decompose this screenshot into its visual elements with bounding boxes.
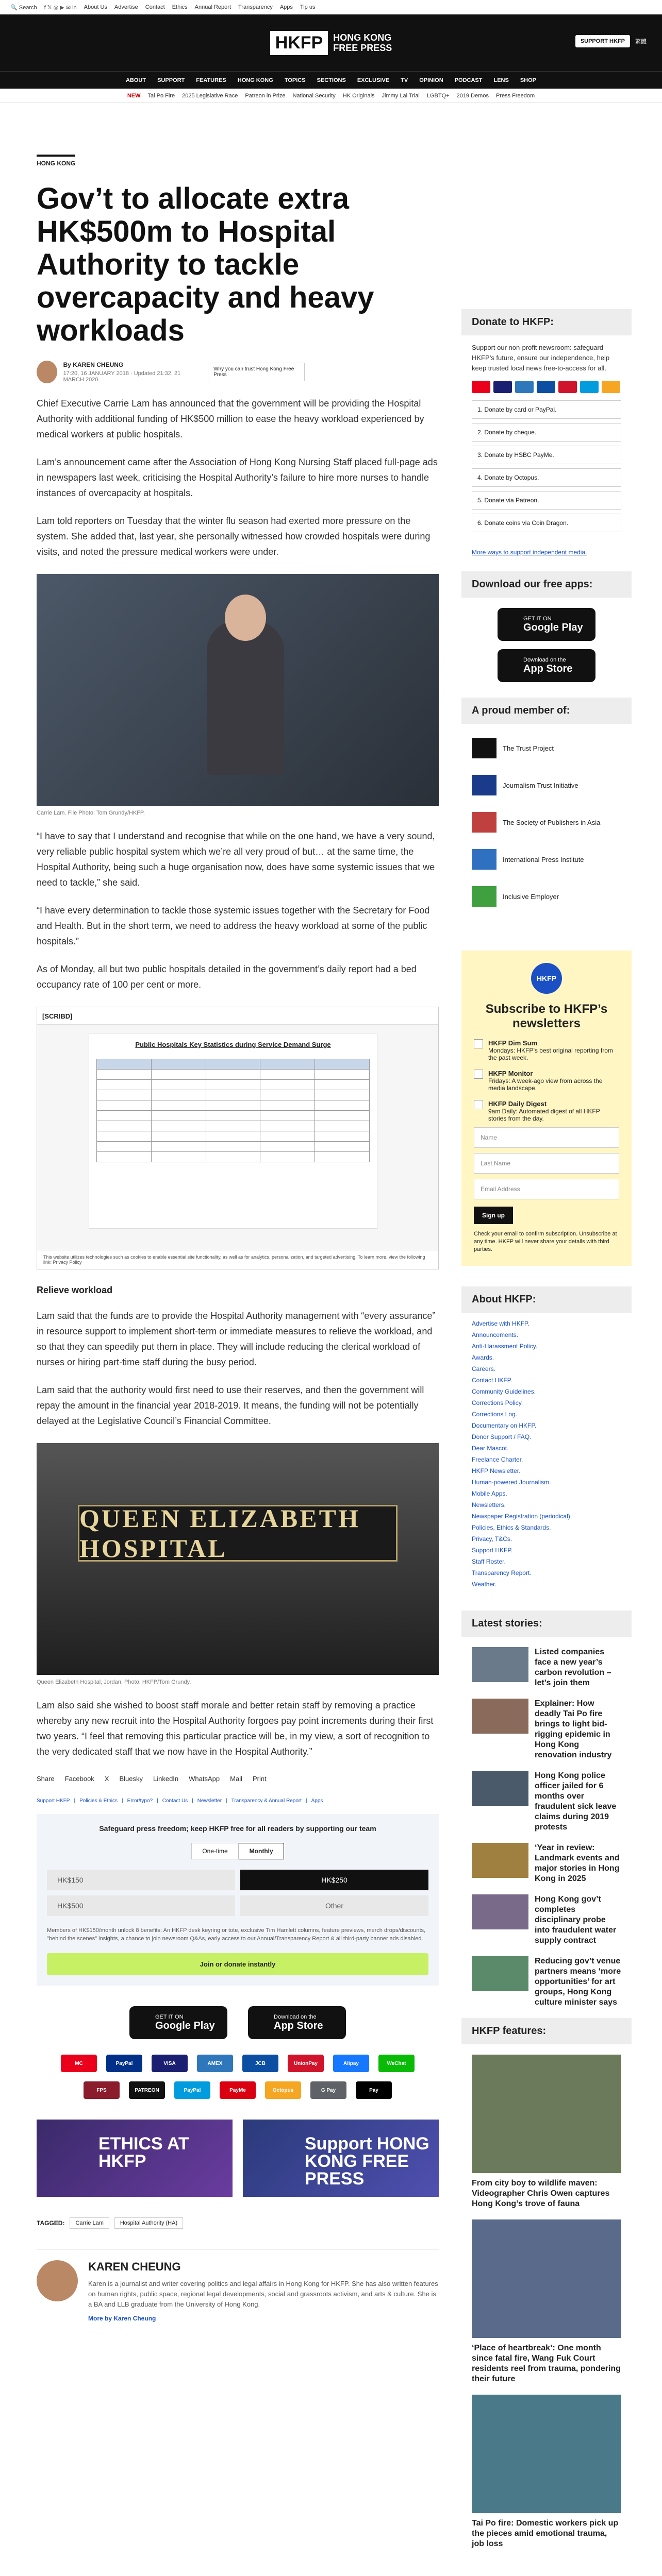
toggle-one-time[interactable]: One-time bbox=[191, 1843, 238, 1859]
story-item[interactable] bbox=[472, 1699, 621, 1760]
alipay-icon: Alipay bbox=[333, 2055, 369, 2072]
octopus-icon: Octopus bbox=[265, 2081, 301, 2099]
section-heading: Relieve workload bbox=[37, 1285, 113, 1295]
newsletter-checkbox[interactable] bbox=[474, 1039, 483, 1048]
story-thumbnail[interactable] bbox=[472, 1843, 528, 1878]
newsletter-checkbox[interactable] bbox=[474, 1070, 483, 1079]
widget-heading: Donate to HKFP: bbox=[461, 309, 632, 335]
jti-logo bbox=[472, 775, 496, 795]
author-box-name[interactable]: KAREN CHEUNG bbox=[88, 2260, 181, 2273]
trending-2[interactable]: Patreon in Prize bbox=[245, 92, 286, 99]
link-apps[interactable]: Apps bbox=[311, 1798, 323, 1804]
top-link-3[interactable]: Ethics bbox=[172, 4, 188, 10]
link-newsletter[interactable]: Newsletter bbox=[197, 1798, 222, 1804]
widget-heading: Latest stories: bbox=[461, 1611, 632, 1637]
more-ways-link[interactable]: More ways to support independent media. bbox=[472, 549, 587, 556]
trending-0[interactable]: Tai Po Fire bbox=[147, 92, 175, 99]
article-dates: 17:20, 16 JANUARY 2018 · Updated 21:32, 21 MARCH 2020 bbox=[63, 370, 181, 383]
nav-about[interactable]: ABOUT bbox=[125, 77, 146, 83]
about-link[interactable]: Advertise with HKFP. bbox=[472, 1320, 529, 1327]
author-name[interactable]: KAREN CHEUNG bbox=[73, 361, 124, 368]
top-link-7[interactable]: Tip us bbox=[300, 4, 316, 10]
document-title: Public Hospitals Key Statistics during Service Demand Surge bbox=[135, 1041, 331, 1048]
donation-title: Safeguard press freedom; keep HKFP free for all readers by supporting our team bbox=[99, 1824, 376, 1833]
widget-heading: HKFP features: bbox=[461, 2018, 632, 2044]
newsletter-option[interactable]: HKFP Monitor Fridays: A week-ago view from across the media landscape. bbox=[474, 1070, 619, 1092]
card-icon bbox=[558, 381, 577, 393]
paragraph: Chief Executive Carrie Lam has announced that the government will be providing the Hospital Authority with additional funding of HK$500 million to ease the heavy workload experienced by medical workers at public hospitals. bbox=[37, 398, 424, 439]
story-thumbnail[interactable] bbox=[472, 1894, 528, 1929]
newsletter-note: Check your email to confirm subscription. Unsubscribe at any time. HKFP will never share your details with third parties. bbox=[474, 1231, 617, 1252]
about-link[interactable]: Privacy, T&Cs. bbox=[472, 1535, 512, 1543]
sopa-logo bbox=[472, 812, 496, 833]
about-list bbox=[461, 1313, 632, 1595]
share-label: Share bbox=[37, 1775, 55, 1783]
about-link[interactable]: Mobile Apps. bbox=[472, 1490, 507, 1497]
patreon-icon: PATREON bbox=[129, 2081, 165, 2099]
apple-pay-icon: Pay bbox=[356, 2081, 392, 2099]
paragraph: Lam said that the authority would first need to use their reserves, and then the government will repay the amount in the financial year 2018-2019. It means, the funding will not be potentially delayed at the Legislative Council’s Financial Committee. bbox=[37, 1385, 424, 1426]
latest-list bbox=[461, 1647, 632, 2008]
about-link[interactable]: Documentary on HKFP. bbox=[472, 1422, 537, 1429]
trending-3[interactable]: National Security bbox=[292, 92, 336, 99]
sidebar bbox=[461, 134, 632, 2560]
unionpay-icon: UnionPay bbox=[288, 2055, 324, 2072]
about-link[interactable]: Contact HKFP. bbox=[472, 1377, 512, 1384]
promo-banners bbox=[37, 2120, 439, 2197]
footer-links: Support HKFP | Policies & Ethics | Error/typo? | Contact Us | Newsletter | Transparency & Annual Report | Apps bbox=[37, 1798, 323, 1804]
hkfp-badge: HKFP bbox=[531, 963, 562, 994]
share-print[interactable]: Print bbox=[252, 1775, 267, 1783]
share-bar bbox=[37, 1775, 439, 1783]
paragraph: “I have to say that I understand and recognise that while on the one hand, we have a very sound, very reliable public hospital system which we’re all very proud of but… at the same time, the Hospital Authority, being such a huge organisation now, does have some systemic issues that we need to tackle,” she said. bbox=[37, 831, 435, 888]
story-title[interactable]: Listed companies face a new year’s carbon revolution – let’s join them bbox=[535, 1648, 611, 1687]
newsletter-title: Subscribe to HKFP’s newsletters bbox=[485, 1002, 608, 1030]
donate-text[interactable]: Support our non-profit newsroom: safeguard HKFP’s future, ensure our independence, help keep trusted local news free-to-access for all. bbox=[472, 344, 610, 372]
story-thumbnail[interactable] bbox=[472, 1699, 528, 1734]
search-link[interactable]: 🔍 Search bbox=[10, 4, 37, 11]
about-link[interactable]: Staff Roster. bbox=[472, 1558, 506, 1565]
ad-spacer bbox=[0, 103, 662, 134]
email-field[interactable]: Email Address bbox=[474, 1179, 619, 1199]
author-bio: Karen is a journalist and writer covering politics and legal affairs in Hong Kong for HKFP. She has also written features on human rights, public space, regional legal developments, social and grassroots activism, and arts & culture. She is a BA and LLB graduate from the University of Hong Kong. bbox=[88, 2280, 438, 2308]
nav-opinion[interactable]: OPINION bbox=[419, 77, 443, 83]
paragraph: Lam said that the funds are to provide the Hospital Authority management with “every assurance” in resource support to implement short-term or immediate measures to relieve the workload, and so that they can speedily put them in place. They will include reducing the clerical workload of nurses or hiring part-time staff during the busy period. bbox=[37, 1311, 436, 1367]
hospital-photo bbox=[37, 1443, 439, 1675]
amount-500[interactable]: HK$500 bbox=[47, 1895, 235, 1916]
about-link[interactable]: Donor Support / FAQ. bbox=[472, 1433, 532, 1440]
nav-podcast[interactable]: PODCAST bbox=[454, 77, 483, 83]
about-widget bbox=[461, 1286, 632, 1595]
feature-item[interactable] bbox=[472, 2055, 621, 2209]
member-trust-project[interactable]: The Trust Project bbox=[472, 734, 621, 762]
amount-other[interactable]: Other bbox=[240, 1895, 428, 1916]
author-avatar[interactable] bbox=[37, 361, 57, 383]
donate-option-patreon[interactable]: 5. Donate via Patreon. bbox=[472, 491, 621, 510]
paragraph: Lam told reporters on Tuesday that the winter flu season had exerted more pressure on the system. She added that, last year, she personally witnessed how crowded hospitals were during visits, and noted the pressure medical workers were under. bbox=[37, 516, 431, 557]
nav-tv[interactable]: TV bbox=[401, 77, 408, 83]
social-icons[interactable]: f 𝕏 ◎ ▶ ✉ in bbox=[44, 4, 77, 11]
nav-hong-kong[interactable]: HONG KONG bbox=[237, 77, 273, 83]
card-icon bbox=[472, 381, 490, 393]
new-label: NEW bbox=[127, 92, 141, 99]
feature-image[interactable] bbox=[472, 2395, 621, 2513]
donate-option-cheque[interactable]: 2. Donate by cheque. bbox=[472, 423, 621, 442]
visa-icon: VISA bbox=[152, 2055, 188, 2072]
statistics-table bbox=[96, 1059, 370, 1162]
story-item[interactable] bbox=[472, 1894, 621, 1946]
nav-features[interactable]: FEATURES bbox=[196, 77, 226, 83]
features-list bbox=[461, 2055, 632, 2549]
card-icon bbox=[493, 381, 512, 393]
story-title[interactable]: Explainer: How deadly Tai Po fire brings to light bid-rigging epidemic in Hong Kong renovation industry bbox=[535, 1699, 612, 1759]
language-switch[interactable]: 繁體 bbox=[635, 39, 647, 45]
scribd-embed[interactable] bbox=[37, 1007, 439, 1269]
nav-shop[interactable]: SHOP bbox=[520, 77, 536, 83]
article-body bbox=[37, 396, 439, 1759]
tags bbox=[37, 2217, 439, 2229]
payme-icon: PayMe bbox=[220, 2081, 256, 2099]
story-thumbnail[interactable] bbox=[472, 1771, 528, 1806]
link-support[interactable]: Support HKFP bbox=[37, 1798, 70, 1804]
masthead bbox=[0, 14, 662, 71]
support-promo[interactable]: Support HONG KONG FREE PRESS bbox=[243, 2120, 439, 2197]
byline: By KAREN CHEUNG 17:20, 16 JANUARY 2018 · Updated 21:32, 21 MARCH 2020 Why you can trust Hong Kong Free Press bbox=[37, 361, 439, 383]
membership-note: Members of HK$150/month unlock 8 benefits: An HKFP desk keyring or tote, exclusive Tim Hamlett columns, feature previews, merch drops/discounts, "behind the scenes" insights, a chance to join newsroom Q&As, early access to our Annual/Transparency Report & all third-party banner ads disabled. bbox=[47, 1927, 426, 1942]
top-link-2[interactable]: Contact bbox=[145, 4, 165, 10]
wechat-pay-icon: WeChat bbox=[378, 2055, 415, 2072]
widget-heading: Download our free apps: bbox=[461, 571, 632, 598]
last-name-field[interactable]: Last Name bbox=[474, 1153, 619, 1174]
donate-option-card[interactable]: 1. Donate by card or PayPal. bbox=[472, 400, 621, 419]
about-link[interactable]: Human-powered Journalism. bbox=[472, 1479, 551, 1486]
share-mail[interactable]: Mail bbox=[230, 1775, 242, 1783]
nav-exclusive[interactable]: EXCLUSIVE bbox=[357, 77, 390, 83]
about-link[interactable]: Anti-Harassment Policy. bbox=[472, 1343, 538, 1350]
frequency-toggle bbox=[47, 1843, 428, 1859]
app-store-button[interactable]: Download on the App Store bbox=[498, 649, 595, 682]
about-link[interactable]: Awards. bbox=[472, 1354, 494, 1361]
top-link-4[interactable]: Annual Report bbox=[194, 4, 231, 10]
paragraph: “I have every determination to tackle those systemic issues together with the Secretary for Food and Health. But in the short term, we need to address the heavy workload at some of the public hospitals.” bbox=[37, 905, 430, 946]
support-hkfp-button[interactable]: SUPPORT HKFP bbox=[575, 35, 630, 47]
share-bluesky[interactable]: Bluesky bbox=[119, 1775, 143, 1783]
member-jti[interactable]: Journalism Trust Initiative bbox=[472, 771, 621, 799]
tag-hospital-authority[interactable]: Hospital Authority (HA) bbox=[114, 2217, 183, 2229]
ethics-promo[interactable]: ETHICS AT HKFP bbox=[37, 2120, 233, 2197]
about-link[interactable]: Policies, Ethics & Standards. bbox=[472, 1524, 551, 1531]
card-icon bbox=[515, 381, 534, 393]
tag-carrie-lam[interactable]: Carrie Lam bbox=[70, 2217, 109, 2229]
latest-widget bbox=[461, 1611, 632, 2008]
paragraph: As of Monday, all but two public hospitals detailed in the government’s daily report had a bed occupancy rate of 100 per cent or more. bbox=[37, 964, 417, 990]
toggle-monthly[interactable]: Monthly bbox=[239, 1843, 284, 1859]
widget-heading: A proud member of: bbox=[461, 698, 632, 724]
article-title: Gov’t to allocate extra HK$500m to Hospital Authority to tackle overcapacity and heavy workloads bbox=[37, 182, 374, 347]
share-whatsapp[interactable]: WhatsApp bbox=[189, 1775, 220, 1783]
story-thumbnail[interactable] bbox=[472, 1956, 528, 1991]
member-inclusive[interactable]: Inclusive Employer bbox=[472, 883, 621, 910]
member-ipi[interactable]: International Press Institute bbox=[472, 845, 621, 873]
story-title[interactable]: Hong Kong gov’t completes disciplinary probe into fraudulent water supply contract bbox=[535, 1895, 617, 1945]
photo-caption: Carrie Lam. File Photo: Tom Grundy/HKFP. bbox=[37, 810, 145, 816]
top-link-5[interactable]: Transparency bbox=[238, 4, 273, 10]
amex-icon: AMEX bbox=[197, 2055, 233, 2072]
about-link[interactable]: Dear Mascot. bbox=[472, 1445, 509, 1452]
story-item[interactable] bbox=[472, 1956, 621, 2008]
card-icon bbox=[537, 381, 555, 393]
nav-sections[interactable]: SECTIONS bbox=[317, 77, 346, 83]
trending-1[interactable]: 2025 Legislative Race bbox=[182, 92, 238, 99]
newsletter-option[interactable]: HKFP Daily Digest 9am Daily: Automated digest of all HKFP stories from the day. bbox=[474, 1100, 619, 1122]
about-link[interactable]: Careers. bbox=[472, 1365, 496, 1372]
feature-item[interactable] bbox=[472, 2395, 621, 2549]
newsletter-widget bbox=[461, 951, 632, 1266]
about-link[interactable]: Newspaper Registration (periodical). bbox=[472, 1513, 572, 1520]
main-nav bbox=[0, 71, 662, 89]
about-link[interactable]: Weather. bbox=[472, 1581, 496, 1588]
trust-project-logo bbox=[472, 738, 496, 758]
donation-box bbox=[37, 1814, 439, 1986]
app-buttons bbox=[37, 2006, 439, 2039]
story-item[interactable] bbox=[472, 1647, 621, 1688]
site-logo[interactable] bbox=[270, 31, 392, 55]
share-facebook[interactable]: Facebook bbox=[64, 1775, 94, 1783]
donate-option-octopus[interactable]: 4. Donate by Octopus. bbox=[472, 468, 621, 487]
nav-topics[interactable]: TOPICS bbox=[284, 77, 306, 83]
newsletter-checkbox[interactable] bbox=[474, 1100, 483, 1109]
join-donate-button[interactable]: Join or donate instantly bbox=[47, 1953, 428, 1975]
link-contact[interactable]: Contact Us bbox=[162, 1798, 188, 1804]
feature-image[interactable] bbox=[472, 2055, 621, 2173]
google-play-button[interactable]: GET IT ON Google Play bbox=[498, 608, 595, 641]
tags-label: TAGGED: bbox=[37, 2219, 65, 2227]
newsletter-option[interactable]: HKFP Dim Sum Mondays: HKFP’s best original reporting from the past week. bbox=[474, 1039, 619, 1061]
ipi-logo bbox=[472, 849, 496, 870]
payment-logos bbox=[57, 2055, 418, 2099]
top-link-0[interactable]: About Us bbox=[84, 4, 107, 10]
apps-widget bbox=[461, 571, 632, 682]
card-logos bbox=[461, 381, 632, 393]
author-box bbox=[37, 2249, 439, 2322]
gpay-icon: G Pay bbox=[310, 2081, 346, 2099]
feature-title[interactable]: From city boy to wildlife maven: Videographer Chris Owen captures Hong Kong’s trove of fauna bbox=[472, 2179, 610, 2208]
feature-image[interactable] bbox=[472, 2219, 621, 2338]
about-link[interactable]: Transparency Report. bbox=[472, 1569, 532, 1577]
trending-7[interactable]: 2019 Demos bbox=[456, 92, 489, 99]
link-transparency[interactable]: Transparency & Annual Report bbox=[231, 1798, 302, 1804]
story-thumbnail[interactable] bbox=[472, 1647, 528, 1682]
about-link[interactable]: Support HKFP. bbox=[472, 1547, 513, 1554]
author-avatar[interactable] bbox=[37, 2260, 78, 2301]
link-policies[interactable]: Policies & Ethics bbox=[79, 1798, 118, 1804]
donate-widget bbox=[461, 309, 632, 561]
link-error[interactable]: Error/typo? bbox=[127, 1798, 153, 1804]
feature-title[interactable]: ‘Place of heartbreak’: One month since fatal fire, Wang Fuk Court residents reel from trauma, pondering their future bbox=[472, 2344, 621, 2383]
app-store-button[interactable]: Download on the App Store bbox=[248, 2006, 346, 2039]
widget-heading: About HKFP: bbox=[461, 1286, 632, 1313]
feature-title[interactable]: Tai Po fire: Domestic workers pick up the pieces amid emotional trauma, job loss bbox=[472, 2519, 619, 2548]
carrie-lam-photo bbox=[37, 574, 439, 806]
about-link[interactable]: Corrections Policy. bbox=[472, 1399, 523, 1406]
story-item[interactable] bbox=[472, 1843, 621, 1884]
amount-250[interactable]: HK$250 bbox=[240, 1870, 428, 1890]
story-title[interactable]: ‘Year in review: Landmark events and major stories in Hong Kong in 2025 bbox=[535, 1843, 620, 1883]
trending-6[interactable]: LGBTQ+ bbox=[426, 92, 450, 99]
trending-bar bbox=[0, 89, 662, 103]
trending-8[interactable]: Press Freedom bbox=[495, 92, 535, 99]
share-linkedin[interactable]: LinkedIn bbox=[153, 1775, 179, 1783]
nav-lens[interactable]: LENS bbox=[493, 77, 509, 83]
trending-4[interactable]: HK Originals bbox=[342, 92, 375, 99]
about-link[interactable]: Announcements. bbox=[472, 1331, 519, 1338]
trust-link[interactable]: Why you can trust Hong Kong Free Press bbox=[208, 363, 305, 381]
article-category[interactable]: HONG KONG bbox=[37, 155, 75, 167]
nav-support[interactable]: SUPPORT bbox=[157, 77, 185, 83]
google-play-button[interactable]: GET IT ON Google Play bbox=[129, 2006, 227, 2039]
hospital-sign: QUEEN ELIZABETH HOSPITAL bbox=[78, 1505, 398, 1562]
inclusive-logo bbox=[472, 886, 496, 907]
about-link[interactable]: Community Guidelines. bbox=[472, 1388, 536, 1395]
feature-item[interactable] bbox=[472, 2219, 621, 2384]
donate-option-coins[interactable]: 6. Donate coins via Coin Dragon. bbox=[472, 514, 621, 532]
card-icon bbox=[602, 381, 620, 393]
donate-options bbox=[461, 393, 632, 544]
member-sopa[interactable]: The Society of Publishers in Asia bbox=[472, 808, 621, 836]
story-item[interactable] bbox=[472, 1771, 621, 1833]
member-widget bbox=[461, 698, 632, 930]
paypal-icon: PayPal bbox=[174, 2081, 210, 2099]
features-widget bbox=[461, 2018, 632, 2549]
top-link-1[interactable]: Advertise bbox=[114, 4, 138, 10]
name-field[interactable]: Name bbox=[474, 1127, 619, 1148]
amount-options bbox=[47, 1870, 428, 1916]
more-by-author-link[interactable]: More by Karen Cheung bbox=[88, 2315, 156, 2322]
top-utility-bar bbox=[0, 0, 662, 14]
logo-line-1: HONG KONG bbox=[333, 32, 392, 43]
jcb-icon: JCB bbox=[242, 2055, 278, 2072]
about-link[interactable]: HKFP Newsletter. bbox=[472, 1467, 521, 1475]
article-main bbox=[37, 134, 439, 2322]
embedded-document bbox=[89, 1033, 377, 1229]
cookie-notice: This website utilizes technologies such as cookies to enable essential site functionality, as well as for analytics, personalization, and targeted advertising. To learn more, view the following link: Privacy Policy bbox=[37, 1250, 438, 1269]
about-link[interactable]: Freelance Charter. bbox=[472, 1456, 523, 1463]
paragraph: Lam’s announcement came after the Association of Hong Kong Nursing Staff placed full-page ads in newspapers last week, criticising the Hospital Authority’s failure to hire more nurses to handle instances of overcapacity at hospitals. bbox=[37, 457, 438, 498]
paragraph: Lam also said she wished to boost staff morale and better retain staff by removing a practice whereby any new recruit into the Hospital Authority forgoes pay point increments during their first two years. “I feel that removing this particular practice will be, in my view, a sort of recognition to the very dedicated staff that we now have in the Hospital Authority.” bbox=[37, 1700, 434, 1757]
fps-icon: FPS bbox=[84, 2081, 120, 2099]
photo-caption: Queen Elizabeth Hospital, Jordan. Photo: HKFP/Tom Grundy. bbox=[37, 1679, 191, 1685]
mastercard-icon: MC bbox=[61, 2055, 97, 2072]
logo-mark: HKFP bbox=[270, 31, 328, 55]
signup-button[interactable]: Sign up bbox=[474, 1207, 513, 1224]
story-title[interactable]: Reducing gov’t venue partners means ‘more opportunities’ for art groups, Hong Kong culture minister says bbox=[535, 1957, 621, 2007]
donate-option-payme[interactable]: 3. Donate by HSBC PayMe. bbox=[472, 446, 621, 464]
paypal-icon: PayPal bbox=[106, 2055, 142, 2072]
amount-150[interactable]: HK$150 bbox=[47, 1870, 235, 1890]
story-title[interactable]: Hong Kong police officer jailed for 6 months over fraudulent sick leave claims during 2019 protests bbox=[535, 1771, 617, 1832]
card-icon bbox=[580, 381, 599, 393]
scribd-header: [SCRIBD] bbox=[37, 1007, 438, 1025]
about-link[interactable]: Newsletters. bbox=[472, 1501, 506, 1509]
top-link-6[interactable]: Apps bbox=[279, 4, 293, 10]
about-link[interactable]: Corrections Log. bbox=[472, 1411, 518, 1418]
trending-5[interactable]: Jimmy Lai Trial bbox=[382, 92, 420, 99]
share-x[interactable]: X bbox=[104, 1775, 109, 1783]
logo-line-2: FREE PRESS bbox=[333, 43, 392, 53]
